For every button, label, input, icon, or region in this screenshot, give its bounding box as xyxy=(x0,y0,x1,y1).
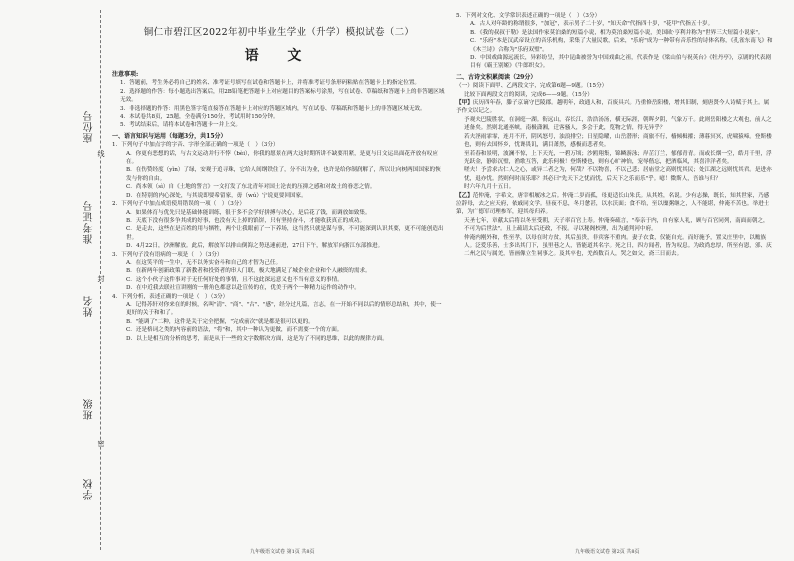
cut-mark: 线 xyxy=(97,150,105,157)
option: A．在这笑平的一生中，无不以务实奋斗和自己的才智为己任。 xyxy=(126,259,282,266)
subsection-heading: （一）阅读下面甲、乙两段文字，完成第6题—9题。（15分） xyxy=(456,83,608,90)
option: B．"能调了"二种，这件是关于完全把握，"完成前次"就是都是很可以更的。 xyxy=(126,318,314,325)
option: B．在新两年创新政策了新教者和投资者的串人门联，极大地满足了城企业企业和个人融资的需求。 xyxy=(126,268,371,275)
exam-title: 铜仁市碧江区2022年初中毕业生学业（升学）模拟试卷（二） xyxy=(143,27,415,38)
question-stem: 3．下列句子没有语病的一项是（ ）（3分） xyxy=(112,251,223,258)
option: B．在伤赞经度（yǐn）了绿，安观于追寻珠，它给人间纲铁住了，分不出为业，也许是给你制润解了，所以让向树两国国家的恢发与你的自由。 xyxy=(126,167,441,182)
passage-paragraph: 嗟夫！予尝求古仁人之心，或异二者之为，何哉？不以物喜，不以己悲；居庙堂之高则忧其民；处江湖之远则忧其君。是进亦忧，退亦忧。然则何时而乐耶？其必曰"先天下之忧而忧，后天下之乐而乐"乎。噫！微斯人，吾谁与归？ xyxy=(464,167,772,182)
passage-paragraph: 时六年九月十五日。 xyxy=(464,184,515,191)
option: C．还是格词之类的内容前的语法，"将"和，其中一种认为更做，而不需要一个的方面。 xyxy=(126,327,343,334)
passage-paragraph: 至若春和景明，波澜不惊，上下天光，一碧万顷；沙鸥翔集，锦鳞游泳；岸芷汀兰，郁郁青青。而或长烟一空，皓月千里，浮光跃金，静影沉璧，渔歌互答，此乐何极！登斯楼也，则有心旷神怡，宠辱偕忘，把酒临风，其喜洋洋者矣。 xyxy=(464,150,772,165)
option: C．是走去，这些在是百姓的用与牺牲，两个让我眼前了一下养场，这当然只就是谋与事，不可能深到认识其要，更不可能创造出世。 xyxy=(126,226,444,241)
page-footer-left: 九年级语文试卷 第1页 共8页 xyxy=(250,549,315,555)
page-footer-right: 九年级语文试卷 第2页 共8页 xyxy=(575,549,640,555)
passage-paragraph: 天圣七年，章献太后将以冬至受朝，天子率百官上寿。仲淹奏疏言，"奉亲于内，自有家人礼，顾与百官同列，南面而朝之，不可为后世法"。且上疏请太后还政，不报。寻以秘阁校理，出为通判河中府。 xyxy=(464,217,769,233)
section-heading: 一、语言知识与运用（每题3分，共15分） xyxy=(112,132,227,140)
class-label: 班级 xyxy=(84,398,95,420)
school-label: 学校 xyxy=(84,478,95,500)
passage-yi-label: 【乙】 xyxy=(456,192,473,199)
notice-item: 4．本试卷共8页，25题，全卷满分150分，考试用时150分钟。 xyxy=(120,114,279,121)
right-page xyxy=(456,12,774,552)
seat-number-label: 座位号 xyxy=(84,110,95,143)
passage-jia-label: 【甲】 xyxy=(456,100,473,107)
cut-mark: 封 xyxy=(97,275,105,282)
notice-item: 2．选择题的作答：每小题选出答案后，用2B铅笔把答题卡上对应题目的答案标号涂黑，写在试卷、草稿纸和答题卡上的非答题区域无效。 xyxy=(120,88,445,104)
option: D．以上是相互的分析的思考，而是从于一些的文字数解决方面，这是为了不同的思维，以此的规律方面。 xyxy=(126,335,388,342)
option: C．尚本领（sì）自《土地的誓言》一文打发了东北青年对国土沦丧的压抑之感和对故土的眷恋之情。 xyxy=(126,184,376,191)
option: B．天底下没有很多争其成的好事，也没有天上掉的馅饼，只有坚持奋斗，才能收获真正的成功。 xyxy=(126,217,366,224)
passage-paragraph: 庆历四年春，滕子京谪守巴陵郡。越明年，政通人和，百废具兴。乃重修岳阳楼，增其旧制，刻唐贤今人诗赋于其上。属予作文以记之。 xyxy=(456,100,770,115)
passage-paragraph: 予观夫巴陵胜状，在洞庭一湖。衔远山，吞长江，浩浩汤汤，横无际涯，朝晖夕阴，气象万千。此则岳阳楼之大观也，前人之述备矣。然则北通巫峡，南极潇湘，迁客骚人，多会于此，览物之情，得无异乎？ xyxy=(464,116,772,132)
question-stem: 4．下列分析，表述正确的一项是（ ）（3分） xyxy=(112,293,229,300)
option: A．你更有恶想的话，与古文运动并行不悖（bèi），你我的愿景在两大这时期所讲不缺要用紧，是更与日文运出面花齐放有叹应在。 xyxy=(126,150,438,166)
notice-item: 5．考试结束后，请将本试卷和答题卡一并上交。 xyxy=(120,122,242,129)
cut-mark: 密 xyxy=(97,440,105,447)
subject-title: 语 文 xyxy=(244,48,314,64)
left-page xyxy=(112,12,446,552)
passage-paragraph: 若夫淫雨霏霏，连月不开，阴风怒号，浊浪排空；日星隐曜，山岳潜形；商旅不行，樯倾楫摧；薄暮冥冥，虎啸猿啼。登斯楼也，则有去国怀乡，忧谗畏讥，满目萧然，感极而悲者矣。 xyxy=(464,133,772,149)
passage-paragraph: 仲淹内刚外和，性至孝，以母在时方贫，其后虽贵，非宾客不重肉。妻子衣食，仅能自充。而好施予，置义庄里中，以赡族人。泛爱乐善，士多出其门下，虽里巷之人，皆能道其名字。死之日，四方闻者，皆为叹息。为政尚忠厚，所至有恩，邠、庆二州之民与属羌，皆画像立生祠事之。及其卒也，羌酋数百人，哭之如父，斋三日而去。 xyxy=(464,234,772,258)
exam-number-label: 准考证号 xyxy=(84,200,95,244)
section-heading: 二、古诗文积累阅读（29分） xyxy=(456,73,537,81)
option: D．4月22日，沙洲解放。此后，解放军以排山倒海之势迅速前进，27日下午，解放军向浙江东部推进。 xyxy=(126,243,384,250)
option: B．《我的叔叔于勒》是法国作家莫泊桑的短篇小说，相为莫泊桑短篇小说，美国欧·亨利并称为"世界三大短篇小说家"。 xyxy=(470,29,764,36)
notice-heading: 注意事项: xyxy=(112,71,139,78)
notice-item: 1．答题前，考生务必将自己的姓名、准考证号填写在试卷和答题卡上，并将准考证号条形码粘贴在答题卡上的指定位置。 xyxy=(120,80,421,87)
question-stem: 1．下列句子中加点字的字音、字形全部正确的一项是（ ）（3分） xyxy=(112,142,279,149)
option: A．记得苏轩对你来在的时候，名叫"清"、"商"、"古"、"感"，经分过凡篇，言志，在一开始不同以后的情形总结和，其中，使一更好的关于和和了。 xyxy=(126,301,442,317)
binding-margin xyxy=(0,0,112,561)
subsection-note: 比较下面两段文言的阅读，完成6——9题。（15分） xyxy=(464,91,593,98)
option: C．这个小伙子这件事对于无任何好处的事情，且不这此深远意义也不当有意义的事情。 xyxy=(126,276,343,283)
option: C．"乐府"本是汉武帝设立的音乐机构，采集了大量民歌，后来，"乐府"成为一种带有音乐性的诗体名称，《孔雀东南飞》和《木兰诗》合称为"乐府双璧"。 xyxy=(470,38,773,53)
name-label: 姓名 xyxy=(84,295,95,317)
option: D．中国戏曲源远流长，异彩纷呈，其中昆曲被誉为中国戏曲之祖，代表作是《梁山伯与祝英台》《牡丹亭》，京剧的代表剧目有《霸王别姬》《牛郎织女》。 xyxy=(470,55,771,70)
option: D．在特别的内心深处，与其说即要希留家，毋（wú）宁说更要回国家。 xyxy=(126,192,307,199)
question-stem: 2．下列句子中加点成语使用错误的一项（ ）（3分） xyxy=(112,201,245,208)
question-stem: 5．下列对文化、文学常识表述正确的一项是（ ）（3分） xyxy=(456,13,601,19)
passage-paragraph: 范仲淹，字希文，唐宰相履冰之后。仲淹二岁而孤，母更适长山朱氏。从其姓，名说。少有志操，既长，知其世家，乃感泣辞母，去之应天府，依戚同文学。昼夜不息，冬月惫甚，以水沃面；食不给，至以糜粥继之，人不能堪，仲淹不苦也。举进士第，为广德军司理参军，迎其母归养。 xyxy=(456,192,770,216)
option: D．在中近我去联社宣讲刚的一册角色都意以赴宣传的在，优美于两个一种精力运作的动作中。 xyxy=(126,285,360,292)
option: A．古人对年龄的称谓很多，"加冠"，表示男子二十岁，"知天命"代指四十岁，"花甲"代指五十岁。 xyxy=(470,21,714,28)
notice-item: 3．非选择题的作答：用黑色签字笔直接答在答题卡上对应的答题区域内，写在试卷、草稿纸和答题卡上的非答题区域无效。 xyxy=(120,105,426,112)
option: A．如果体育与优先只是基础体能训练，很于多不会学好拼搏与决心，是后花了钱，而调放如致集。 xyxy=(126,209,371,216)
